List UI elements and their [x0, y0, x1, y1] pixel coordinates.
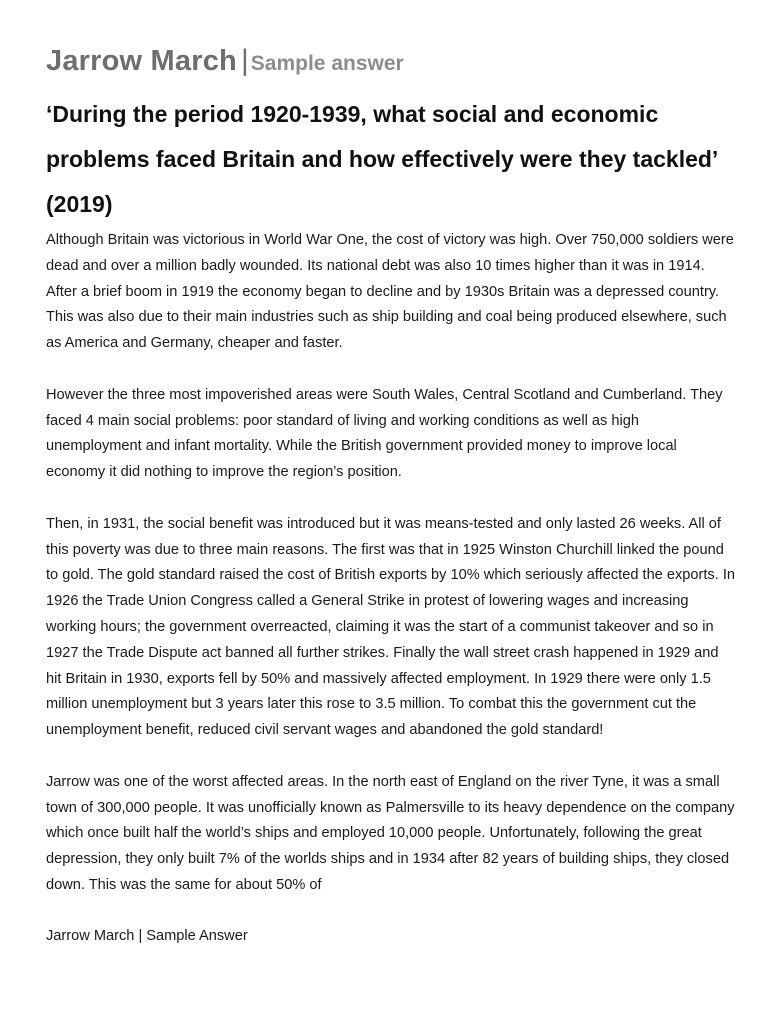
paragraph-1: Although Britain was victorious in World War One, the cost of victory was high. Over 750,000 soldiers were dead and over a million badly wounded. Its national debt was also 10 times higher than it was in 1914. After a brief boom in 1919 the economy began to decline and by 1930s Britain was a depressed country. This was also due to their main industries such as ship building and coal being produced elsewhere, such as America and Germany, cheaper and faster.: [46, 232, 734, 352]
paragraph-2: However the three most impoverished areas were South Wales, Central Scotland and Cumberland. They faced 4 main social problems: poor standard of living and working conditions as well as high unemployment and infant mortality. While the British government provided money to improve local economy it did nothing to improve the region’s position.: [46, 386, 723, 481]
paragraph-4: Jarrow was one of the worst affected areas. In the north east of England on the river Tyne, it was a small town of 300,000 people. It was unofficially known as Palmersville to its heavy dependence on the company which once built half the world’s ships and employed 10,000 people. Unfortunately, following the great depression, they only built 7% of the worlds ships and in 1934 after 82 years of building ships, they closed down. This was the same for about 50% of: [46, 773, 735, 893]
page-footer: Jarrow March | Sample Answer: [46, 928, 248, 944]
essay-body: [46, 228, 736, 899]
document-header: [46, 44, 404, 78]
paragraph-3: Then, in 1931, the social benefit was introduced but it was means-tested and only lasted 26 weeks. All of this poverty was due to three main reasons. The first was that in 1925 Winston Churchill linked the pound to gold. The gold standard raised the cost of British exports by 10% which seriously affected the exports. In 1926 the Trade Union Congress called a General Strike in protest of lowering wages and increasing working hours; the government overreacted, claiming it was the start of a communist takeover and so in 1927 the Trade Dispute act banned all further strikes. Finally the wall street crash happened in 1929 and hit Britain in 1930, exports fell by 50% and massively affected employment. In 1929 there were only 1.5 million unemployment but 3 years later this rose to 3.5 million. To combat this the government cut the unemployment benefit, reduced civil servant wages and abandoned the gold standard!: [46, 515, 735, 739]
essay-question: ‘During the period 1920-1939, what social and economic problems faced Britain and how effectively were they tackled’ (2019): [46, 101, 718, 217]
header-separator: |: [240, 44, 249, 77]
document-title: Jarrow March: [46, 45, 237, 77]
document-subtitle: Sample answer: [250, 52, 404, 75]
